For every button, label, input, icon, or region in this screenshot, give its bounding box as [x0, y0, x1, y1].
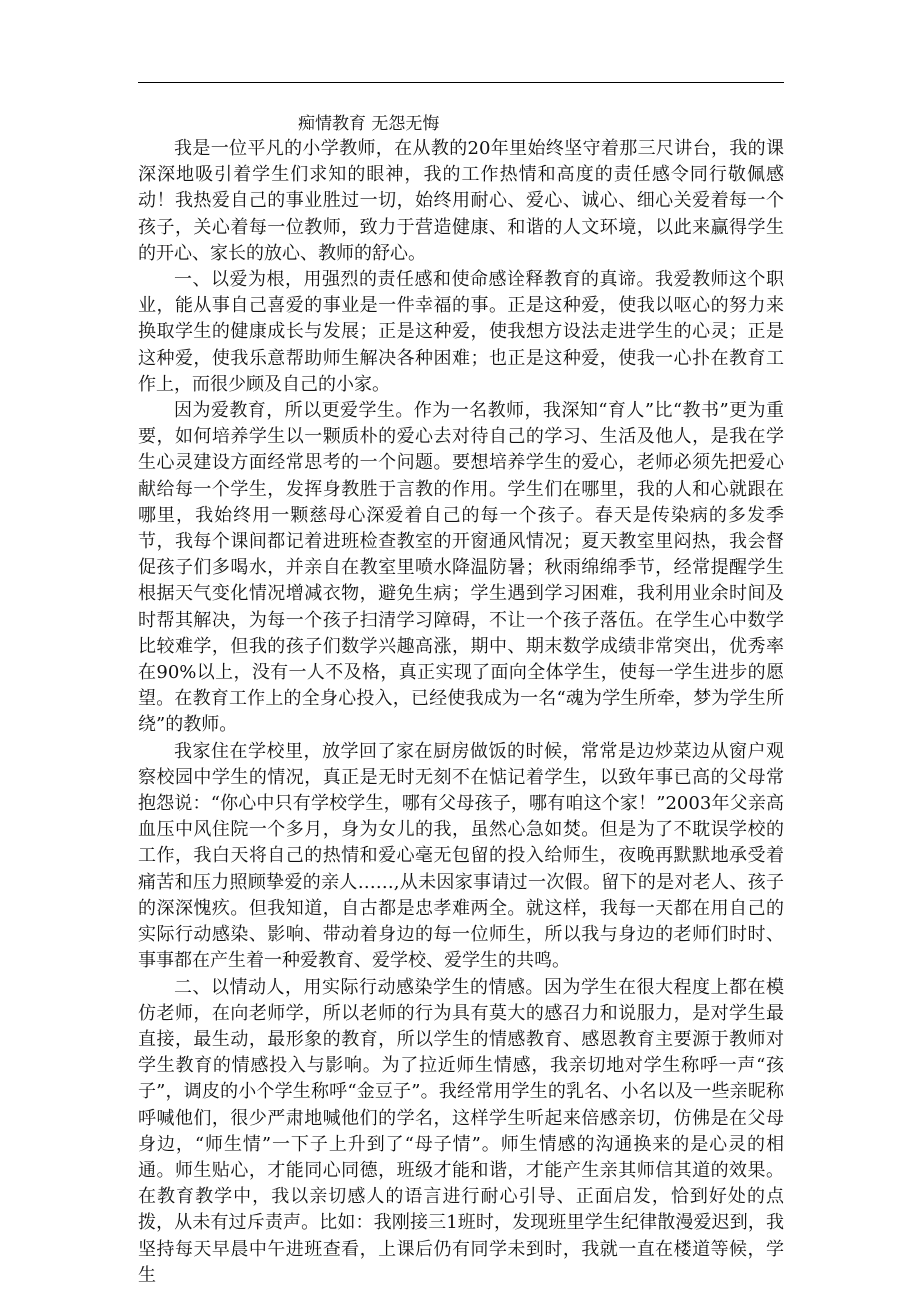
paragraph-intro: 我是一位平凡的小学教师，在从教的20年里始终坚守着那三尺讲台，我的课深深地吸引着学生们求知的眼神，我的工作热情和高度的责任感令同行敬佩感动！我热爱自己的事业胜过一切，始终用耐心、爱心、诚心、细心关爱着每一个孩子，关心着每一位教师，致力于营造健康、和谐的人文环境，以此来赢得学生的开心、家长的放心、教师的舒心。: [138, 138, 784, 264]
header-rule: [138, 82, 784, 83]
paragraph-section-one: 一、以爱为根，用强烈的责任感和使命感诠释教育的真谛。我爱教师这个职业，能从事自己喜爱的事业是一件幸福的事。正是这种爱，使我以呕心的努力来换取学生的健康成长与发展；正是这种爱，使我想方设法走进学生的心灵；正是这种爱，使我乐意帮助师生解决各种困难；也正是这种爱，使我一心扑在教育工作上，而很少顾及自己的小家。: [138, 269, 784, 395]
document-title: 痴情教育 无怨无悔: [298, 114, 440, 134]
paragraph-section-two: 二、以情动人，用实际行动感染学生的情感。因为学生在很大程度上都在模仿老师，在向老师学，所以老师的行为具有莫大的感召力和说服力，是对学生最直接，最生动，最形象的教育，所以学生的情感教育、感恩教育主要源于教师对学生教育的情感投入与影响。为了拉近师生情感，我亲切地对学生称呼一声“孩子”，调皮的小个学生称呼“金豆子”。我经常用学生的乳名、小名以及一些亲昵称呼喊他们，很少严肃地喊他们的学名，这样学生听起来倍感亲切，仿佛是在父母身边，“师生情”一下子上升到了“母子情”。师生情感的沟通换来的是心灵的相通。师生贴心，才能同心同德，班级才能和谐，才能产生亲其师信其道的效果。在教育教学中，我以亲切感人的语言进行耐心引导、正面启发，恰到好处的点拨，从未有过斥责声。比如：我刚接三1班时，发现班里学生纪律散漫爱迟到，我坚持每天早晨中午进班查看，上课后仍有同学未到时，我就一直在楼道等候，学生: [138, 976, 784, 1286]
paragraph-family: 我家住在学校里，放学回了家在厨房做饭的时候，常常是边炒菜边从窗户观察校园中学生的情况，真正是无时无刻不在惦记着学生，以致年事已高的父母常抱怨说：“你心中只有学校学生，哪有父母孩子，哪有咱这个家！”2003年父亲高血压中风住院一个多月，身为女儿的我，虽然心急如焚。但是为了不耽误学校的工作，我白天将自己的热情和爱心毫无包留的投入给师生，夜晚再默默地承受着痛苦和压力照顾挚爱的亲人……,从未因家事请过一次假。留下的是对老人、孩子的深深愧疚。但我知道，自古都是忠孝难两全。就这样，我每一天都在用自己的实际行动感染、影响、带动着身边的每一位师生，所以我与身边的老师们时时、事事都在产生着一种爱教育、爱学校、爱学生的共鸣。: [138, 740, 784, 972]
document-body: [138, 112, 784, 1289]
paragraph-love-students: 因为爱教育，所以更爱学生。作为一名教师，我深知“育人”比“教书”更为重要，如何培养学生以一颗质朴的爱心去对待自己的学习、生活及他人，是我在学生心灵建设方面经常思考的一个问题。要想培养学生的爱心，老师必须先把爱心献给每一个学生，发挥身教胜于言教的作用。学生们在哪里，我的人和心就跟在哪里，我始终用一颗慈母心深爱着自己的每一个孩子。春天是传染病的多发季节，我每个课间都记着进班检查教室的开窗通风情况；夏天教室里闷热，我会督促孩子们多喝水，并亲自在教室里喷水降温防暑；秋雨绵绵季节，经常提醒学生根据天气变化情况增减衣物，避免生病；学生遇到学习困难，我利用业余时间及时帮其解决，为每一个孩子扫清学习障碍，不让一个孩子落伍。在学生心中数学比较难学，但我的孩子们数学兴趣高涨，期中、期末数学成绩非常突出，优秀率在90%以上，没有一人不及格，真正实现了面向全体学生，使每一学生进步的愿望。在教育工作上的全身心投入，已经使我成为一名“魂为学生所牵，梦为学生所绕”的教师。: [138, 400, 784, 736]
